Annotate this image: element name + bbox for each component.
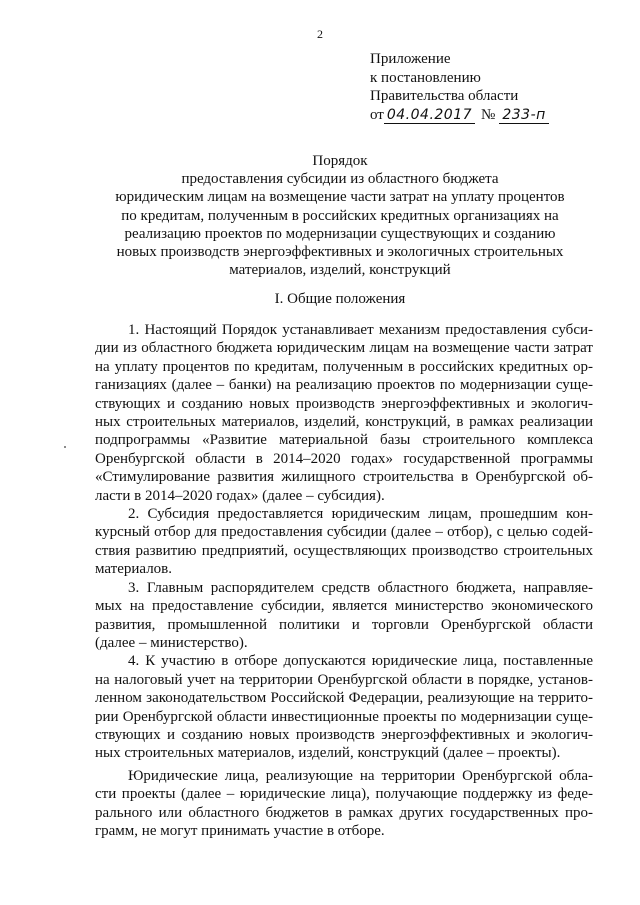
text-line: Оренбургской области в 2014–2020 годах» государственной программы <box>95 450 593 467</box>
title-line: реализацию проектов по модернизации существующих и созданию <box>124 225 556 242</box>
appendix-block <box>370 50 610 124</box>
text-line: ганизациях (далее – банки) на реализацию проектов по модернизации суще- <box>95 377 593 394</box>
text-line: рии Оренбургской области инвестиционные проекты по модернизации суще- <box>95 708 593 725</box>
text-line: ных строительных материалов, изделий, конструкций, в рамках реализации <box>95 414 593 431</box>
page-number: 2 <box>317 27 323 41</box>
document-title <box>80 152 600 279</box>
appendix-line-government: Правительства области <box>370 88 519 104</box>
handwritten-number: 233-п <box>499 107 548 124</box>
text-line: Юридические лица, реализующие на территории Оренбургской обла- <box>128 767 593 784</box>
appendix-line-resolution: к постановлению <box>370 69 481 86</box>
text-line: материалов. <box>95 561 173 578</box>
title-line: по кредитам, полученным в российских кредитных организациях на <box>121 207 559 224</box>
title-line: юридическим лицам на возмещение части затрат на уплату процентов <box>115 189 565 206</box>
paragraph-1 <box>95 321 593 505</box>
text-line: мых на предоставление субсидии, является министерство экономического <box>95 598 593 615</box>
text-line: ствующих и созданию новых производств энергоэффективных и экологич- <box>95 395 593 412</box>
number-sign: № <box>481 106 496 123</box>
handwritten-date: 04.04.2017 <box>384 107 475 124</box>
text-line: ствия развитию предприятий, осуществляющих производство строительных <box>95 542 593 559</box>
text-line: ных строительных материалов, изделий, конструкций (далее – проекты). <box>95 745 561 762</box>
text-line: ствующих и созданию новых производств энергоэффективных и экологич- <box>95 726 593 743</box>
text-line: 3. Главным распорядителем средств областного бюджета, направляе- <box>128 579 593 596</box>
paragraph-2 <box>95 505 593 579</box>
title-line: предоставления субсидии из областного бюджета <box>181 171 499 188</box>
text-line: сти проекты (далее – юридические лица), получающие поддержку из феде- <box>95 786 593 803</box>
paragraph-4 <box>95 652 593 762</box>
text-line: дии из областного бюджета юридическим лицам на возмещение части затрат <box>95 340 593 357</box>
date-prefix: от <box>370 106 384 123</box>
title-line: материалов, изделий, конструкций <box>229 262 451 279</box>
text-line: 1. Настоящий Порядок устанавливает механизм предоставления субси- <box>128 322 593 338</box>
appendix-title: Приложение <box>370 51 451 67</box>
text-line: на уплату процентов по кредитам, полученным в российских кредитных ор- <box>95 358 593 375</box>
scan-speck <box>64 446 66 448</box>
text-line: на налоговый учет на территории Оренбургской области в порядке, установ- <box>95 671 593 688</box>
title-line: Порядок <box>312 153 368 169</box>
appendix-date-line <box>370 106 610 125</box>
text-line: 2. Субсидия предоставляется юридическим лицам, прошедшим кон- <box>128 506 593 523</box>
text-line: ласти в 2014–2020 годах» (далее – субсидия). <box>95 487 385 504</box>
paragraph-3 <box>95 579 593 653</box>
text-line: 4. К участию в отборе допускаются юридические лица, поставленные <box>128 653 593 670</box>
text-line: «Стимулирование развития жилищного строительства в Оренбургской об- <box>95 469 593 486</box>
text-line: грамм, не могут принимать участие в отборе. <box>95 822 385 839</box>
text-line: развития, промышленной политики и торговли Оренбургской области <box>95 616 593 633</box>
title-line: новых производств энергоэффективных и экологичных строительных <box>116 244 564 261</box>
section-heading: I. Общие положения <box>274 291 406 307</box>
text-line: курсный отбор для предоставления субсидии (далее – отбор), с целью содей- <box>95 524 593 541</box>
paragraph-5 <box>95 767 593 841</box>
text-line: подпрограммы «Развитие материальной базы строительного комплекса <box>95 432 593 449</box>
text-line: ленном законодательством Российской Федерации, реализующие на террито- <box>95 690 593 707</box>
body-text <box>95 321 593 840</box>
text-line: (далее – министерство). <box>95 634 248 651</box>
text-line: рального или областного бюджетов в рамках других государственных про- <box>95 804 593 821</box>
